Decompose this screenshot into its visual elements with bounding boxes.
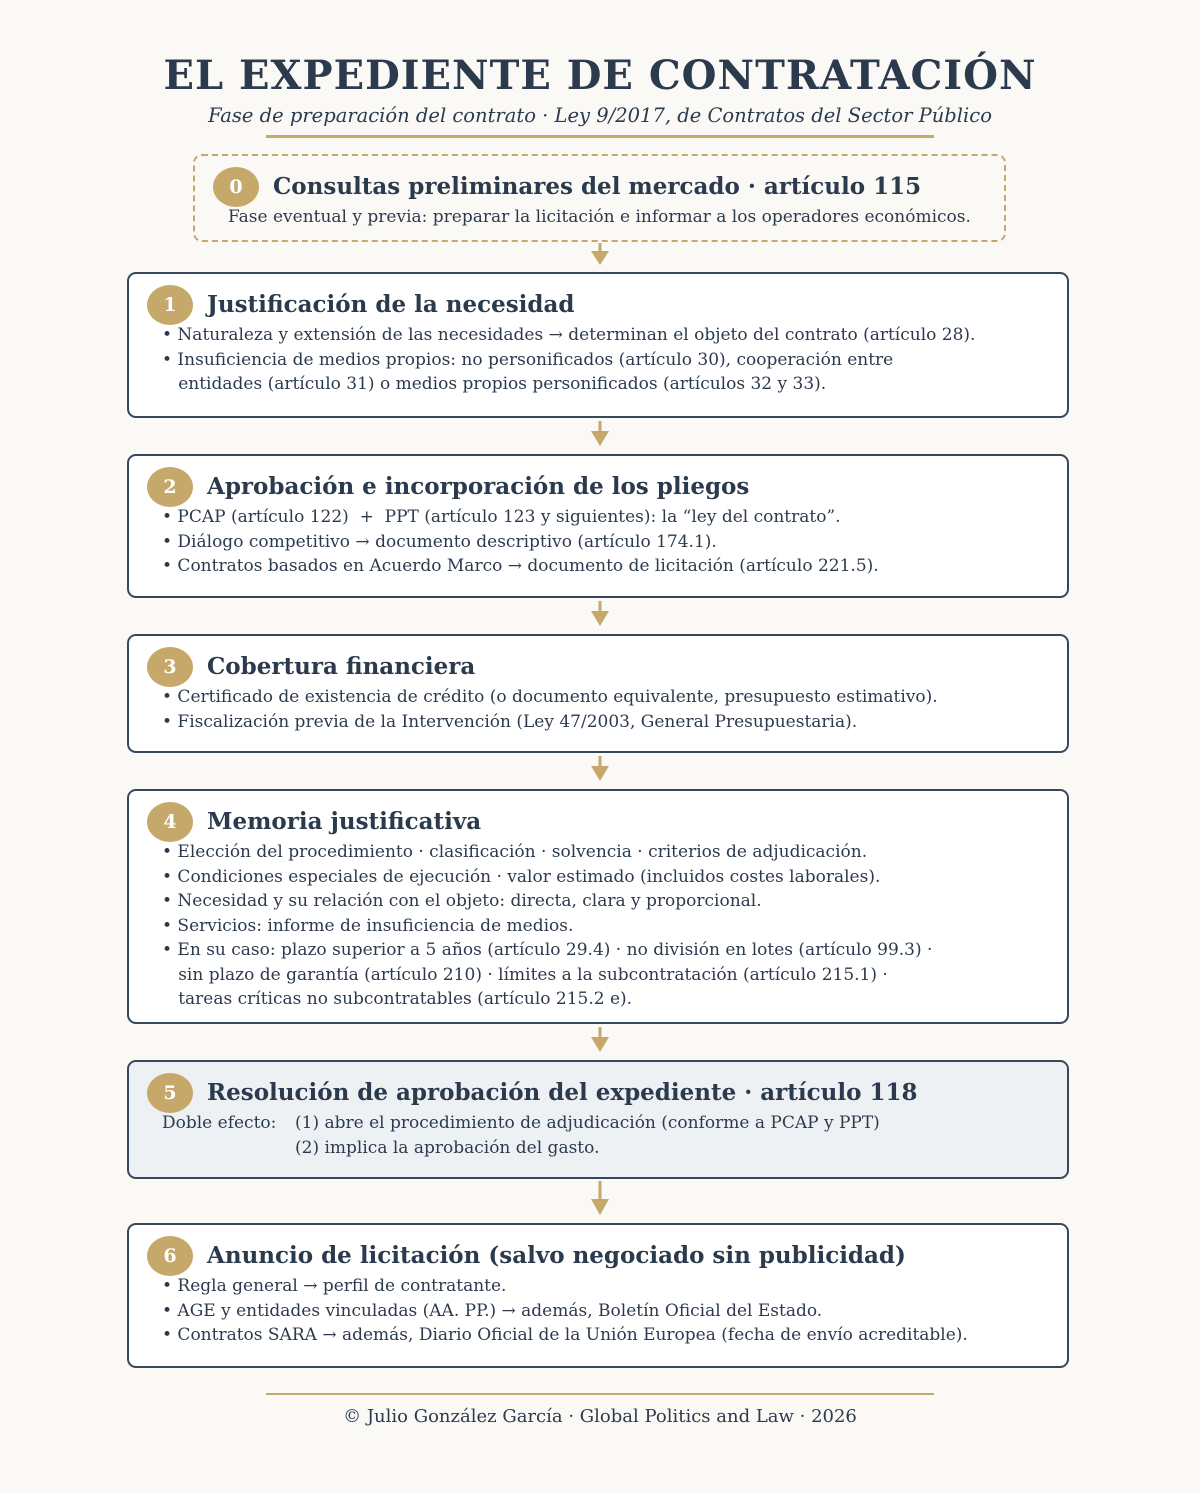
page-title: EL EXPEDIENTE DE CONTRATACIÓN bbox=[163, 52, 1037, 99]
step-0-line-1: Fase eventual y previa: preparar la licitación e informar a los operadores económicos. bbox=[228, 207, 971, 227]
step-5-title: Resolución de aprobación del expediente · artículo 118 bbox=[207, 1079, 918, 1106]
step-2-line-2: • Diálogo competitivo → documento descriptivo (artículo 174.1). bbox=[162, 531, 717, 552]
step-1-badge: 1 bbox=[147, 285, 193, 325]
step-6-badge: 6 bbox=[147, 1236, 193, 1276]
step-4-line-7: tareas críticas no subcontratables (artículo 215.2 e). bbox=[162, 989, 633, 1009]
step-6-line-3: • Contratos SARA → además, Diario Oficial de la Unión Europea (fecha de envío acreditable). bbox=[162, 1325, 968, 1345]
step-3-box bbox=[127, 634, 1069, 753]
step-4-box bbox=[127, 789, 1069, 1024]
step-3-badge: 3 bbox=[147, 647, 193, 687]
step-1-title: Justificación de la necesidad bbox=[207, 291, 575, 318]
flow-arrow-5 bbox=[588, 1181, 612, 1217]
step-6-line-1: • Regla general → perfil de contratante. bbox=[162, 1276, 507, 1296]
top-divider bbox=[266, 135, 934, 138]
page-subtitle: Fase de preparación del contrato · Ley 9/2017, de Contratos del Sector Público bbox=[208, 104, 992, 127]
step-5-line-1: (1) abre el procedimiento de adjudicación (conforme a PCAP y PPT) bbox=[295, 1113, 880, 1133]
step-3-title: Cobertura financiera bbox=[207, 653, 476, 680]
step-0-title: Consultas preliminares del mercado · artículo 115 bbox=[273, 173, 922, 200]
step-5-badge: 5 bbox=[147, 1073, 193, 1113]
flow-arrow-4 bbox=[588, 1027, 612, 1053]
bottom-divider bbox=[266, 1393, 934, 1395]
step-1-line-2: • Insuficiencia de medios propios: no personificados (artículo 30), cooperación entre bbox=[162, 349, 894, 370]
step-4-line-2: • Condiciones especiales de ejecución · valor estimado (incluidos costes laborales). bbox=[162, 866, 881, 887]
step-4-line-4: • Servicios: informe de insuficiencia de medios. bbox=[162, 915, 574, 936]
step-4-title: Memoria justificativa bbox=[207, 808, 482, 835]
footer-credit: © Julio González García · Global Politics and Law · 2026 bbox=[343, 1406, 857, 1427]
step-4-badge: 4 bbox=[147, 802, 193, 842]
step-5-label: Doble efecto: bbox=[162, 1113, 277, 1133]
step-3-line-1: • Certificado de existencia de crédito (o documento equivalente, presupuesto estimativo). bbox=[162, 687, 938, 707]
step-4-line-6: sin plazo de garantía (artículo 210) · límites a la subcontratación (artículo 215.1) · bbox=[162, 964, 888, 985]
step-6-box bbox=[127, 1223, 1069, 1368]
flow-arrow-0 bbox=[588, 243, 612, 267]
step-4-line-3: • Necesidad y su relación con el objeto: directa, clara y proporcional. bbox=[162, 891, 762, 911]
step-6-line-2: • AGE y entidades vinculadas (AA. PP.) → además, Boletín Oficial del Estado. bbox=[162, 1300, 823, 1321]
step-4-line-1: • Elección del procedimiento · clasificación · solvencia · criterios de adjudicación. bbox=[162, 842, 868, 862]
step-0-badge: 0 bbox=[213, 167, 259, 207]
step-2-line-3: • Contratos basados en Acuerdo Marco → documento de licitación (artículo 221.5). bbox=[162, 556, 879, 576]
step-5-line-2: (2) implica la aprobación del gasto. bbox=[295, 1137, 600, 1158]
step-6-title: Anuncio de licitación (salvo negociado sin publicidad) bbox=[207, 1242, 906, 1269]
step-5-box bbox=[127, 1060, 1069, 1179]
step-2-title: Aprobación e incorporación de los pliegos bbox=[207, 473, 750, 500]
step-4-line-5: • En su caso: plazo superior a 5 años (artículo 29.4) · no división en lotes (artículo 99.3) · bbox=[162, 940, 933, 960]
step-0-box bbox=[193, 154, 1006, 242]
step-2-line-1: • PCAP (artículo 122) + PPT (artículo 123 y siguientes): la “ley del contrato”. bbox=[162, 507, 841, 527]
step-2-box bbox=[127, 454, 1069, 598]
step-1-line-3: entidades (artículo 31) o medios propios personificados (artículos 32 y 33). bbox=[162, 374, 827, 394]
step-3-line-2: • Fiscalización previa de la Intervención (Ley 47/2003, General Presupuestaria). bbox=[162, 711, 858, 732]
flow-arrow-2 bbox=[588, 601, 612, 627]
flow-arrow-3 bbox=[588, 756, 612, 782]
flow-arrow-1 bbox=[588, 421, 612, 447]
step-1-line-1: • Naturaleza y extensión de las necesidades → determinan el objeto del contrato (artículo 28). bbox=[162, 325, 976, 345]
step-2-badge: 2 bbox=[147, 467, 193, 507]
step-1-box bbox=[127, 272, 1069, 418]
